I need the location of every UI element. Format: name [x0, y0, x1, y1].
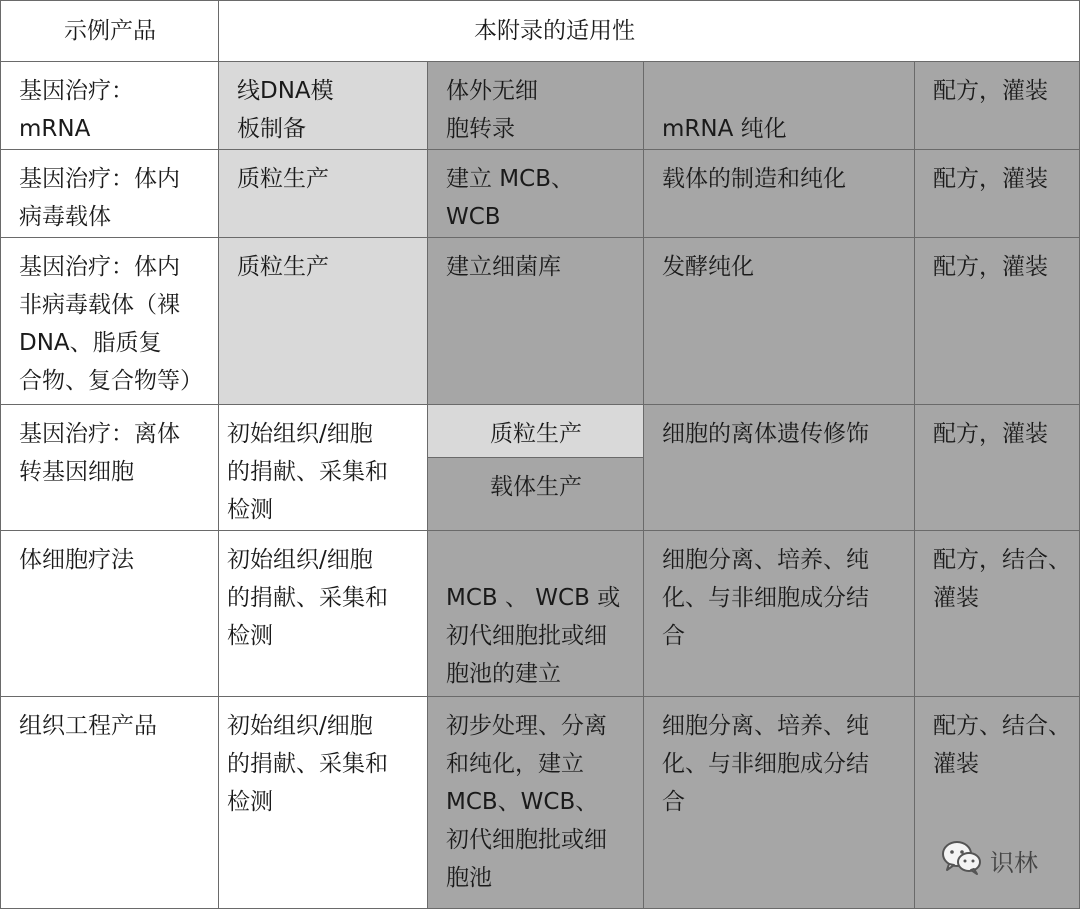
header-product-column: 示例产品: [0, 0, 220, 63]
row-1-stage-4: 配方，灌装: [914, 61, 1080, 151]
row-4-stage-3: 细胞的离体遗传修饰: [643, 404, 916, 532]
row-6-stage-2: 初步处理、分离 和纯化，建立 MCB、WCB、 初代细胞批或细 胞池: [427, 696, 645, 909]
row-1-stage-2: 体外无细 胞转录: [427, 61, 645, 151]
row-6-stage-1: 初始组织/细胞 的捐献、采集和 检测: [218, 696, 429, 909]
row-5-stage-3: 细胞分离、培养、纯 化、与非细胞成分结 合: [643, 530, 916, 698]
row-5-stage-2: MCB 、 WCB 或 初代细胞批或细 胞池的建立: [427, 530, 645, 698]
row-6-product: 组织工程产品: [0, 696, 220, 909]
header-applicability-column: 本附录的适用性: [218, 0, 1080, 63]
row-5-stage-4: 配方，结合、 灌装: [914, 530, 1080, 698]
row-3-stage-1: 质粒生产: [218, 237, 429, 406]
row-2-stage-4: 配方，灌装: [914, 149, 1080, 239]
row-3-stage-4: 配方，灌装: [914, 237, 1080, 406]
wechat-icon: [942, 840, 982, 880]
row-4-product: 基因治疗：离体 转基因细胞: [0, 404, 220, 532]
row-4-stage-2b: 载体生产: [427, 457, 645, 532]
row-3-stage-3: 发酵纯化: [643, 237, 916, 406]
row-5-stage-1: 初始组织/细胞 的捐献、采集和 检测: [218, 530, 429, 698]
row-6-stage-4: 配方、结合、 灌装: [914, 696, 1080, 909]
row-2-product: 基因治疗：体内 病毒载体: [0, 149, 220, 239]
row-4-stage-4: 配方，灌装: [914, 404, 1080, 532]
row-1-stage-1: 线DNA模 板制备: [218, 61, 429, 151]
row-4-stage-1: 初始组织/细胞 的捐献、采集和 检测: [218, 404, 429, 532]
row-2-stage-2: 建立 MCB、 WCB: [427, 149, 645, 239]
row-1-product: 基因治疗： mRNA: [0, 61, 220, 151]
row-1-stage-3: mRNA 纯化: [643, 61, 916, 151]
row-6-stage-3: 细胞分离、培养、纯 化、与非细胞成分结 合: [643, 696, 916, 909]
row-5-product: 体细胞疗法: [0, 530, 220, 698]
row-3-stage-2: 建立细菌库: [427, 237, 645, 406]
row-3-product: 基因治疗：体内 非病毒载体（裸 DNA、脂质复 合物、复合物等）: [0, 237, 220, 406]
watermark: [942, 840, 1038, 880]
row-2-stage-3: 载体的制造和纯化: [643, 149, 916, 239]
row-2-stage-1: 质粒生产: [218, 149, 429, 239]
watermark-text: 识林: [990, 848, 1038, 877]
row-4-stage-2a: 质粒生产: [427, 404, 645, 459]
